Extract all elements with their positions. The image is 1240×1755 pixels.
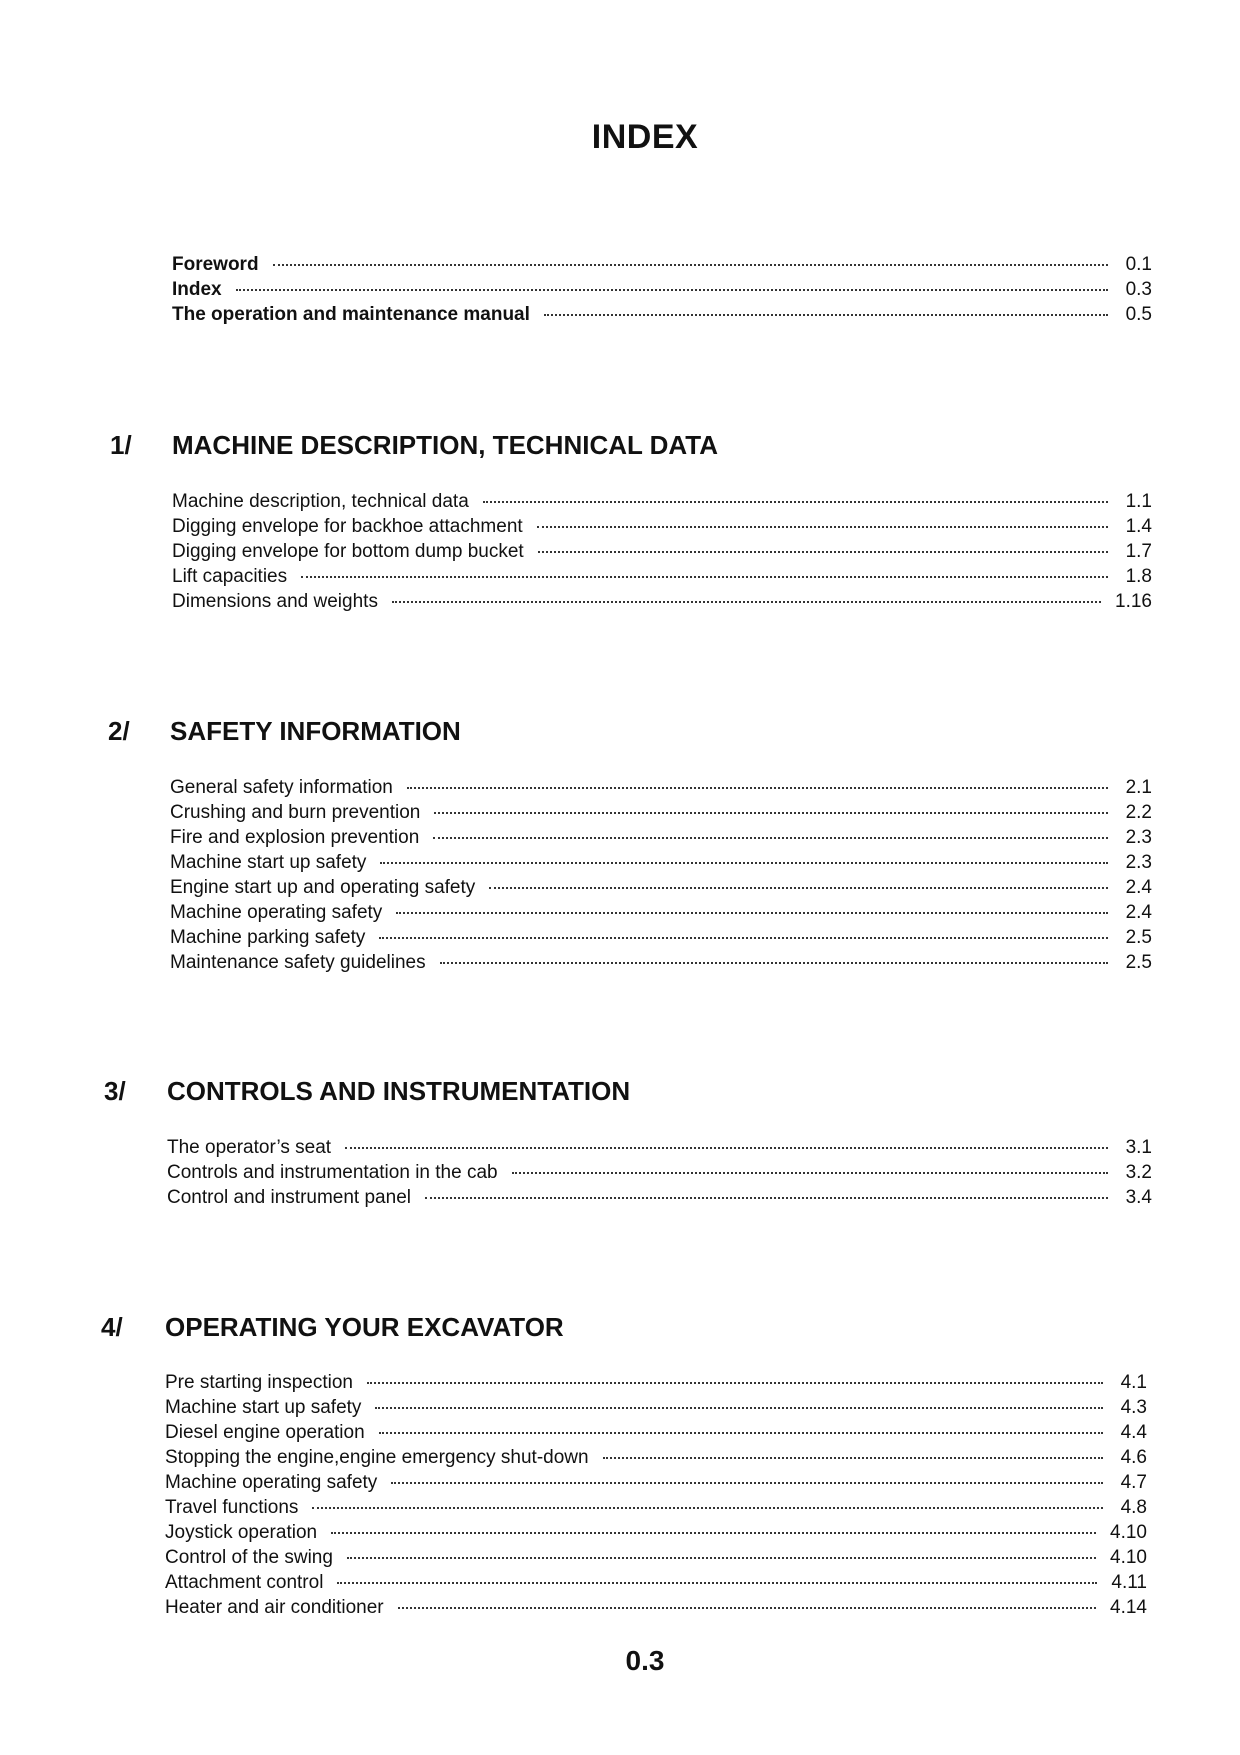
- section-4-toc: [165, 1370, 1147, 1620]
- toc-entry[interactable]: [165, 1445, 1147, 1470]
- toc-entry-page: 1.7: [1125, 541, 1152, 562]
- toc-entry-page: 2.3: [1125, 827, 1152, 848]
- section-2-number: 2/: [108, 716, 130, 746]
- dot-leader: [392, 601, 1101, 603]
- toc-entry[interactable]: [172, 514, 1152, 539]
- dot-leader: [433, 837, 1108, 839]
- section-1-toc: [172, 489, 1152, 614]
- dot-leader: [273, 264, 1108, 266]
- dot-leader: [236, 289, 1108, 291]
- toc-entry-label: Controls and instrumentation in the cab: [167, 1162, 498, 1183]
- toc-entry-page: 4.11: [1111, 1572, 1147, 1593]
- toc-entry-page: 3.4: [1125, 1187, 1152, 1208]
- dot-leader: [407, 787, 1108, 789]
- toc-entry-label: Crushing and burn prevention: [170, 802, 421, 823]
- toc-entry[interactable]: [167, 1135, 1152, 1160]
- toc-entry-page: 4.6: [1120, 1447, 1147, 1468]
- dot-leader: [544, 314, 1108, 316]
- toc-entry-label: Machine parking safety: [170, 927, 366, 948]
- toc-entry-page: 2.1: [1125, 777, 1152, 798]
- toc-entry-label: Diesel engine operation: [165, 1422, 365, 1443]
- toc-entry-label: General safety information: [170, 777, 393, 798]
- toc-entry-page: 3.1: [1125, 1137, 1152, 1158]
- page-number: 0.3: [625, 1645, 665, 1676]
- toc-entry[interactable]: [165, 1595, 1147, 1620]
- section-4-heading: OPERATING YOUR EXCAVATOR: [165, 1312, 564, 1342]
- toc-entry[interactable]: [170, 850, 1152, 875]
- toc-entry-label: Digging envelope for bottom dump bucket: [172, 541, 524, 562]
- dot-leader: [425, 1197, 1108, 1199]
- toc-entry-page: 4.14: [1110, 1597, 1147, 1618]
- dot-leader: [375, 1407, 1103, 1409]
- toc-entry-page: 4.8: [1120, 1497, 1147, 1518]
- dot-leader: [603, 1457, 1103, 1459]
- toc-entry-page: 3.2: [1125, 1162, 1152, 1183]
- toc-entry-page: 1.4: [1125, 516, 1152, 537]
- page-title: INDEX: [591, 118, 699, 156]
- toc-entry-operation-manual[interactable]: [172, 302, 1152, 327]
- toc-entry-page: 4.7: [1120, 1472, 1147, 1493]
- section-2-toc: [170, 775, 1152, 975]
- toc-entry-label: Control and instrument panel: [167, 1187, 411, 1208]
- toc-entry-label: Heater and air conditioner: [165, 1597, 384, 1618]
- toc-entry[interactable]: [167, 1185, 1152, 1210]
- toc-entry-page: 4.10: [1110, 1547, 1147, 1568]
- toc-entry[interactable]: [170, 900, 1152, 925]
- toc-entry-page: 2.5: [1125, 927, 1152, 948]
- dot-leader: [398, 1607, 1096, 1609]
- toc-entry-page: 0.3: [1125, 279, 1152, 300]
- toc-entry-label: Machine operating safety: [170, 902, 383, 923]
- toc-entry-page: 2.4: [1125, 877, 1152, 898]
- toc-entry[interactable]: [165, 1545, 1147, 1570]
- toc-entry-page: 1.16: [1115, 591, 1152, 612]
- section-1-number: 1/: [110, 430, 132, 460]
- toc-entry[interactable]: [165, 1420, 1147, 1445]
- toc-entry[interactable]: [170, 775, 1152, 800]
- toc-entry-label: Machine start up safety: [170, 852, 367, 873]
- toc-entry[interactable]: [167, 1160, 1152, 1185]
- toc-entry[interactable]: [165, 1470, 1147, 1495]
- toc-entry-label: Lift capacities: [172, 566, 288, 587]
- toc-entry-page: 1.8: [1125, 566, 1152, 587]
- toc-entry-page: 2.4: [1125, 902, 1152, 923]
- toc-entry[interactable]: [170, 925, 1152, 950]
- toc-entry-page: 1.1: [1125, 491, 1152, 512]
- toc-entry-label: Fire and explosion prevention: [170, 827, 420, 848]
- dot-leader: [489, 887, 1108, 889]
- toc-entry-label: Stopping the engine,engine emergency shut-down: [165, 1447, 589, 1468]
- toc-entry[interactable]: [165, 1395, 1147, 1420]
- toc-entry[interactable]: [172, 589, 1152, 614]
- dot-leader: [512, 1172, 1108, 1174]
- toc-entry-page: 4.10: [1110, 1522, 1147, 1543]
- toc-entry-page: 2.2: [1125, 802, 1152, 823]
- dot-leader: [379, 1432, 1103, 1434]
- toc-entry-label: Pre starting inspection: [165, 1372, 353, 1393]
- dot-leader: [379, 937, 1108, 939]
- toc-entry-page: 4.3: [1120, 1397, 1147, 1418]
- dot-leader: [391, 1482, 1103, 1484]
- dot-leader: [434, 812, 1108, 814]
- toc-entry[interactable]: [165, 1570, 1147, 1595]
- toc-entry[interactable]: [165, 1370, 1147, 1395]
- toc-entry[interactable]: [165, 1520, 1147, 1545]
- toc-entry-page: 4.4: [1120, 1422, 1147, 1443]
- toc-entry-page: 4.1: [1120, 1372, 1147, 1393]
- toc-entry-label: Machine start up safety: [165, 1397, 362, 1418]
- dot-leader: [440, 962, 1108, 964]
- section-1-heading: MACHINE DESCRIPTION, TECHNICAL DATA: [172, 430, 718, 460]
- toc-entry-label: Maintenance safety guidelines: [170, 952, 426, 973]
- toc-entry-index[interactable]: [172, 277, 1152, 302]
- toc-entry[interactable]: [172, 489, 1152, 514]
- toc-entry-label: Joystick operation: [165, 1522, 318, 1543]
- dot-leader: [301, 576, 1108, 578]
- dot-leader: [538, 551, 1108, 553]
- toc-entry-page: 2.5: [1125, 952, 1152, 973]
- dot-leader: [347, 1557, 1096, 1559]
- dot-leader: [483, 501, 1108, 503]
- toc-entry-foreword[interactable]: [172, 252, 1152, 277]
- toc-entry-label: Machine operating safety: [165, 1472, 378, 1493]
- section-3-heading: CONTROLS AND INSTRUMENTATION: [167, 1076, 631, 1106]
- toc-entry-label: Dimensions and weights: [172, 591, 378, 612]
- toc-entry-label: Index: [172, 279, 222, 300]
- toc-entry-page: 2.3: [1125, 852, 1152, 873]
- toc-entry[interactable]: [170, 875, 1152, 900]
- toc-entry-label: Engine start up and operating safety: [170, 877, 476, 898]
- toc-entry-label: The operation and maintenance manual: [172, 304, 530, 325]
- toc-entry[interactable]: [170, 950, 1152, 975]
- dot-leader: [396, 912, 1108, 914]
- toc-entry-label: Attachment control: [165, 1572, 324, 1593]
- dot-leader: [331, 1532, 1096, 1534]
- dot-leader: [312, 1507, 1103, 1509]
- toc-entry[interactable]: [172, 564, 1152, 589]
- toc-entry-label: Foreword: [172, 254, 259, 275]
- toc-entry-label: Digging envelope for backhoe attachment: [172, 516, 523, 537]
- toc-entry-page: 0.5: [1125, 304, 1152, 325]
- toc-entry-label: Control of the swing: [165, 1547, 333, 1568]
- section-3-toc: [167, 1135, 1152, 1210]
- toc-entry-page: 0.1: [1125, 254, 1152, 275]
- toc-entry[interactable]: [165, 1495, 1147, 1520]
- dot-leader: [337, 1582, 1097, 1584]
- toc-entry[interactable]: [170, 825, 1152, 850]
- dot-leader: [367, 1382, 1103, 1384]
- toc-entry[interactable]: [170, 800, 1152, 825]
- toc-entry-label: Travel functions: [165, 1497, 299, 1518]
- intro-toc: [172, 252, 1152, 327]
- dot-leader: [537, 526, 1108, 528]
- section-4-number: 4/: [101, 1312, 123, 1342]
- toc-entry-label: The operator’s seat: [167, 1137, 332, 1158]
- dot-leader: [345, 1147, 1108, 1149]
- toc-entry[interactable]: [172, 539, 1152, 564]
- section-2-heading: SAFETY INFORMATION: [170, 716, 461, 746]
- toc-entry-label: Machine description, technical data: [172, 491, 469, 512]
- section-3-number: 3/: [104, 1076, 126, 1106]
- dot-leader: [380, 862, 1108, 864]
